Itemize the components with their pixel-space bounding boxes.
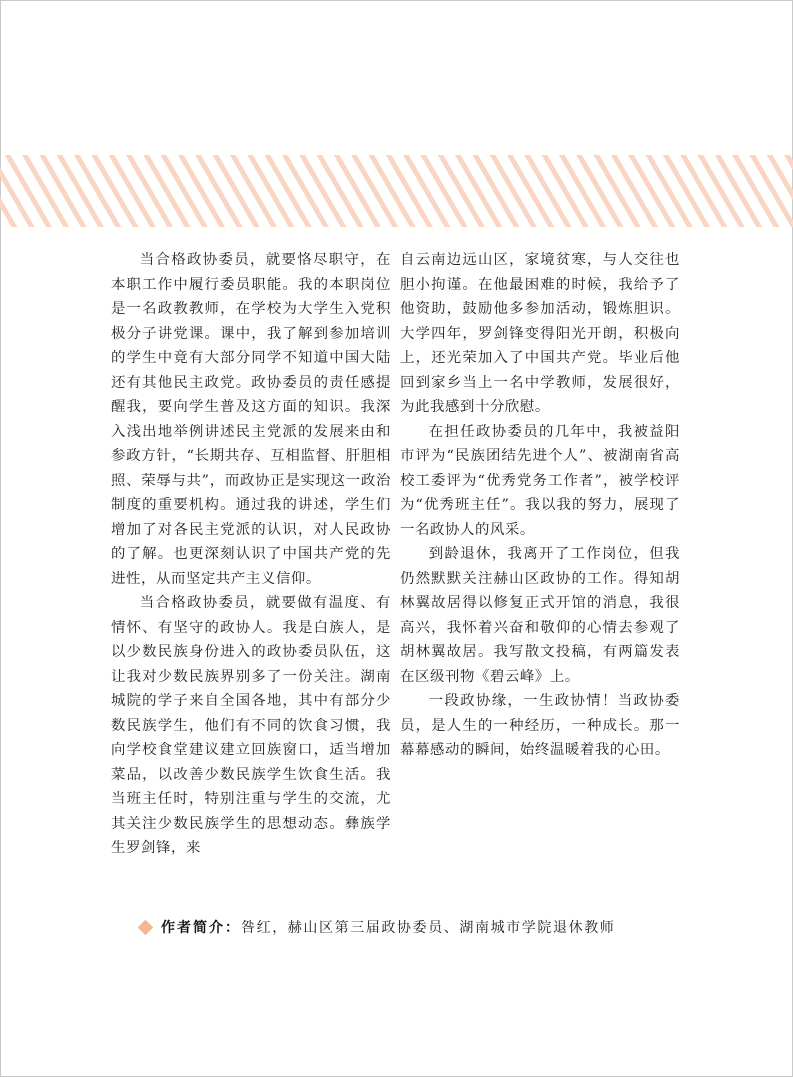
paragraph: 当合格政协委员，就要做有温度、有情怀、有坚守的政协人。我是白族人，是以少数民族身份进入的政协委员队伍，这让我对少数民族界别多了一份关注。湖南城院的学子来自全国各地，其中有部分少数民族学生，他们有不同的饮食习惯，我向学校食堂建议建立回族窗口，适当增加菜品，以改善少数民族学生饮食生活。我当班主任时，特别注重与学生的交流，尤其关注少数民族学生的思想动态。彝族学生罗剑锋，来 — [111, 595, 391, 856]
paragraph: 在担任政协委员的几年中，我被益阳市评为“民族团结先进个人”、被湖南省高校工委评为“优秀党务工作者”，被学校评为“优秀班主任”。我以我的努力，展现了一名政协人的风采。 — [400, 423, 680, 538]
author-bio — [140, 918, 700, 938]
author-bio-text: 咎红，赫山区第三届政协委员、湖南城市学院退休教师 — [241, 920, 616, 936]
article-right-column — [400, 248, 680, 763]
article-left-column — [111, 248, 391, 861]
paragraph: 当合格政协委员，就要恪尽职守，在本职工作中履行委员职能。我的本职岗位是一名政教教师，在学校为大学生入党积极分子讲党课。课中，我了解到参加培训的学生中竟有大部分同学不知道中国大陆还有其他民主政党。政协委员的责任感提醒我，要向学生普及这方面的知识。我深入浅出地举例讲述民主党派的发展来由和参政方针，“长期共存、互相监督、肝胆相照、荣辱与共”，而政协正是实现这一政治制度的重要机构。通过我的讲述，学生们增加了对各民主党派的认识，对人民政协的了解。也更深刻认识了中国共产党的先进性，从而坚定共产主义信仰。 — [111, 252, 391, 587]
decorative-stripe-band — [0, 155, 793, 227]
paragraph-continued: 自云南边远山区，家境贫寒，与人交往也胆小拘谨。在他最困难的时候，我给予了他资助，鼓励他多参加活动，锻炼胆识。大学四年，罗剑锋变得阳光开朗，积极向上，还光荣加入了中国共产党。毕业后他回到家乡当上一名中学教师，发展很好，为此我感到十分欣慰。 — [400, 252, 680, 415]
paragraph: 到龄退休，我离开了工作岗位，但我仍然默默关注赫山区政协的工作。得知胡林翼故居得以修复正式开馆的消息，我很高兴，我怀着兴奋和敬仰的心情去参观了胡林翼故居。我写散文投稿，有两篇发表在区级刊物《碧云峰》上。 — [400, 546, 680, 685]
author-bio-label: 作者简介： — [161, 920, 241, 936]
paragraph: 一段政协缘，一生政协情！当政协委员，是人生的一种经历，一种成长。那一幕幕感动的瞬间，始终温暖着我的心田。 — [400, 693, 680, 758]
diamond-bullet-icon — [138, 920, 154, 936]
